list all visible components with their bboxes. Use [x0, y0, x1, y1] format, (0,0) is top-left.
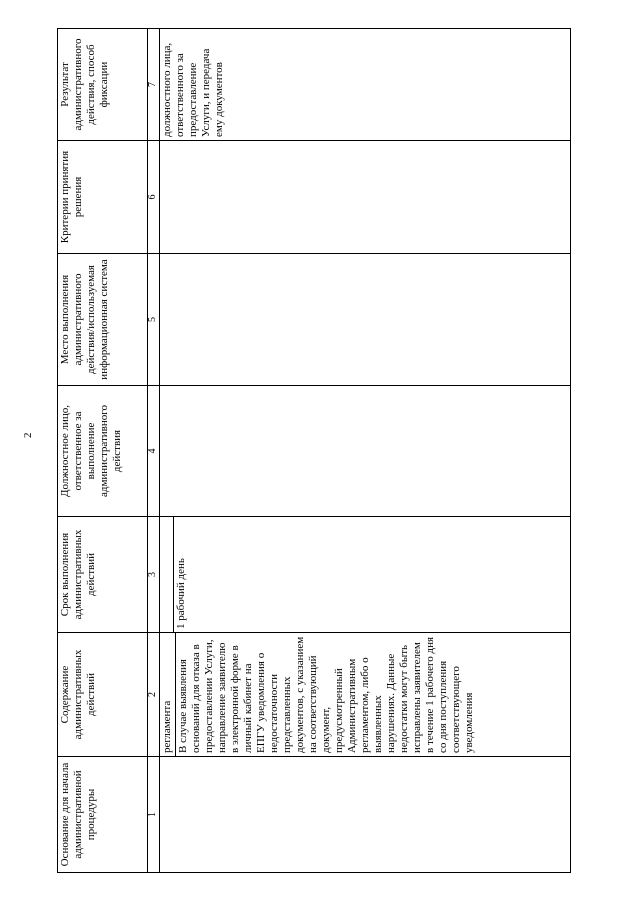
rotated-table-container: [57, 29, 571, 873]
table-cell: [159, 757, 570, 873]
table-cell: [159, 386, 570, 517]
table-cell: должностного лица, ответственного за предоставление Услуги, и передача ему документов: [159, 29, 570, 141]
header-cell: Результат административного действия, способ фиксации: [58, 29, 148, 141]
header-cell: Основание для начала административной процедуры: [58, 757, 148, 873]
column-number: 3: [148, 517, 159, 633]
cell-spacer: [160, 517, 173, 632]
table-cell: [159, 141, 570, 254]
header-cell: Содержание административных действий: [58, 633, 148, 757]
cell-action-text: В случае выявления оснований для отказа в предоставлении Услуги, направление заявителю в электронной форме в личный кабинет на ЕПГУ уведомления о недостаточности представленных документов, с указанием на соответствующий документ, предусмотренный Административным регламентом, либо о выявленных нарушениях. Данные недостатки могут быть исправлены заявителем в течение 1 рабочего дня со дня поступления соответствующего уведомления: [175, 633, 477, 756]
table-cell: [159, 254, 570, 386]
column-number: 5: [148, 254, 159, 386]
header-cell: Срок выполнения административных действий: [58, 517, 148, 633]
column-number: 2: [148, 633, 159, 757]
table-row: [159, 29, 570, 873]
header-cell: Должностное лицо, ответственное за выполнение административного действия: [58, 386, 148, 517]
column-number: 7: [148, 29, 159, 141]
column-number: 4: [148, 386, 159, 517]
procedure-table: [57, 28, 571, 873]
column-number: 6: [148, 141, 159, 254]
page-number: 2: [22, 432, 34, 438]
header-row: [58, 29, 148, 873]
header-cell: Критерии принятия решения: [58, 141, 148, 254]
table-cell: [159, 517, 570, 633]
header-cell: Место выполнения административного действия/используемая информационная система: [58, 254, 148, 386]
table-cell: [159, 633, 570, 757]
cell-continuation-text: регламента: [160, 700, 173, 753]
cell-deadline-text: 1 рабочий день: [173, 517, 189, 632]
column-number: 1: [148, 757, 159, 873]
column-number-row: [148, 29, 159, 873]
